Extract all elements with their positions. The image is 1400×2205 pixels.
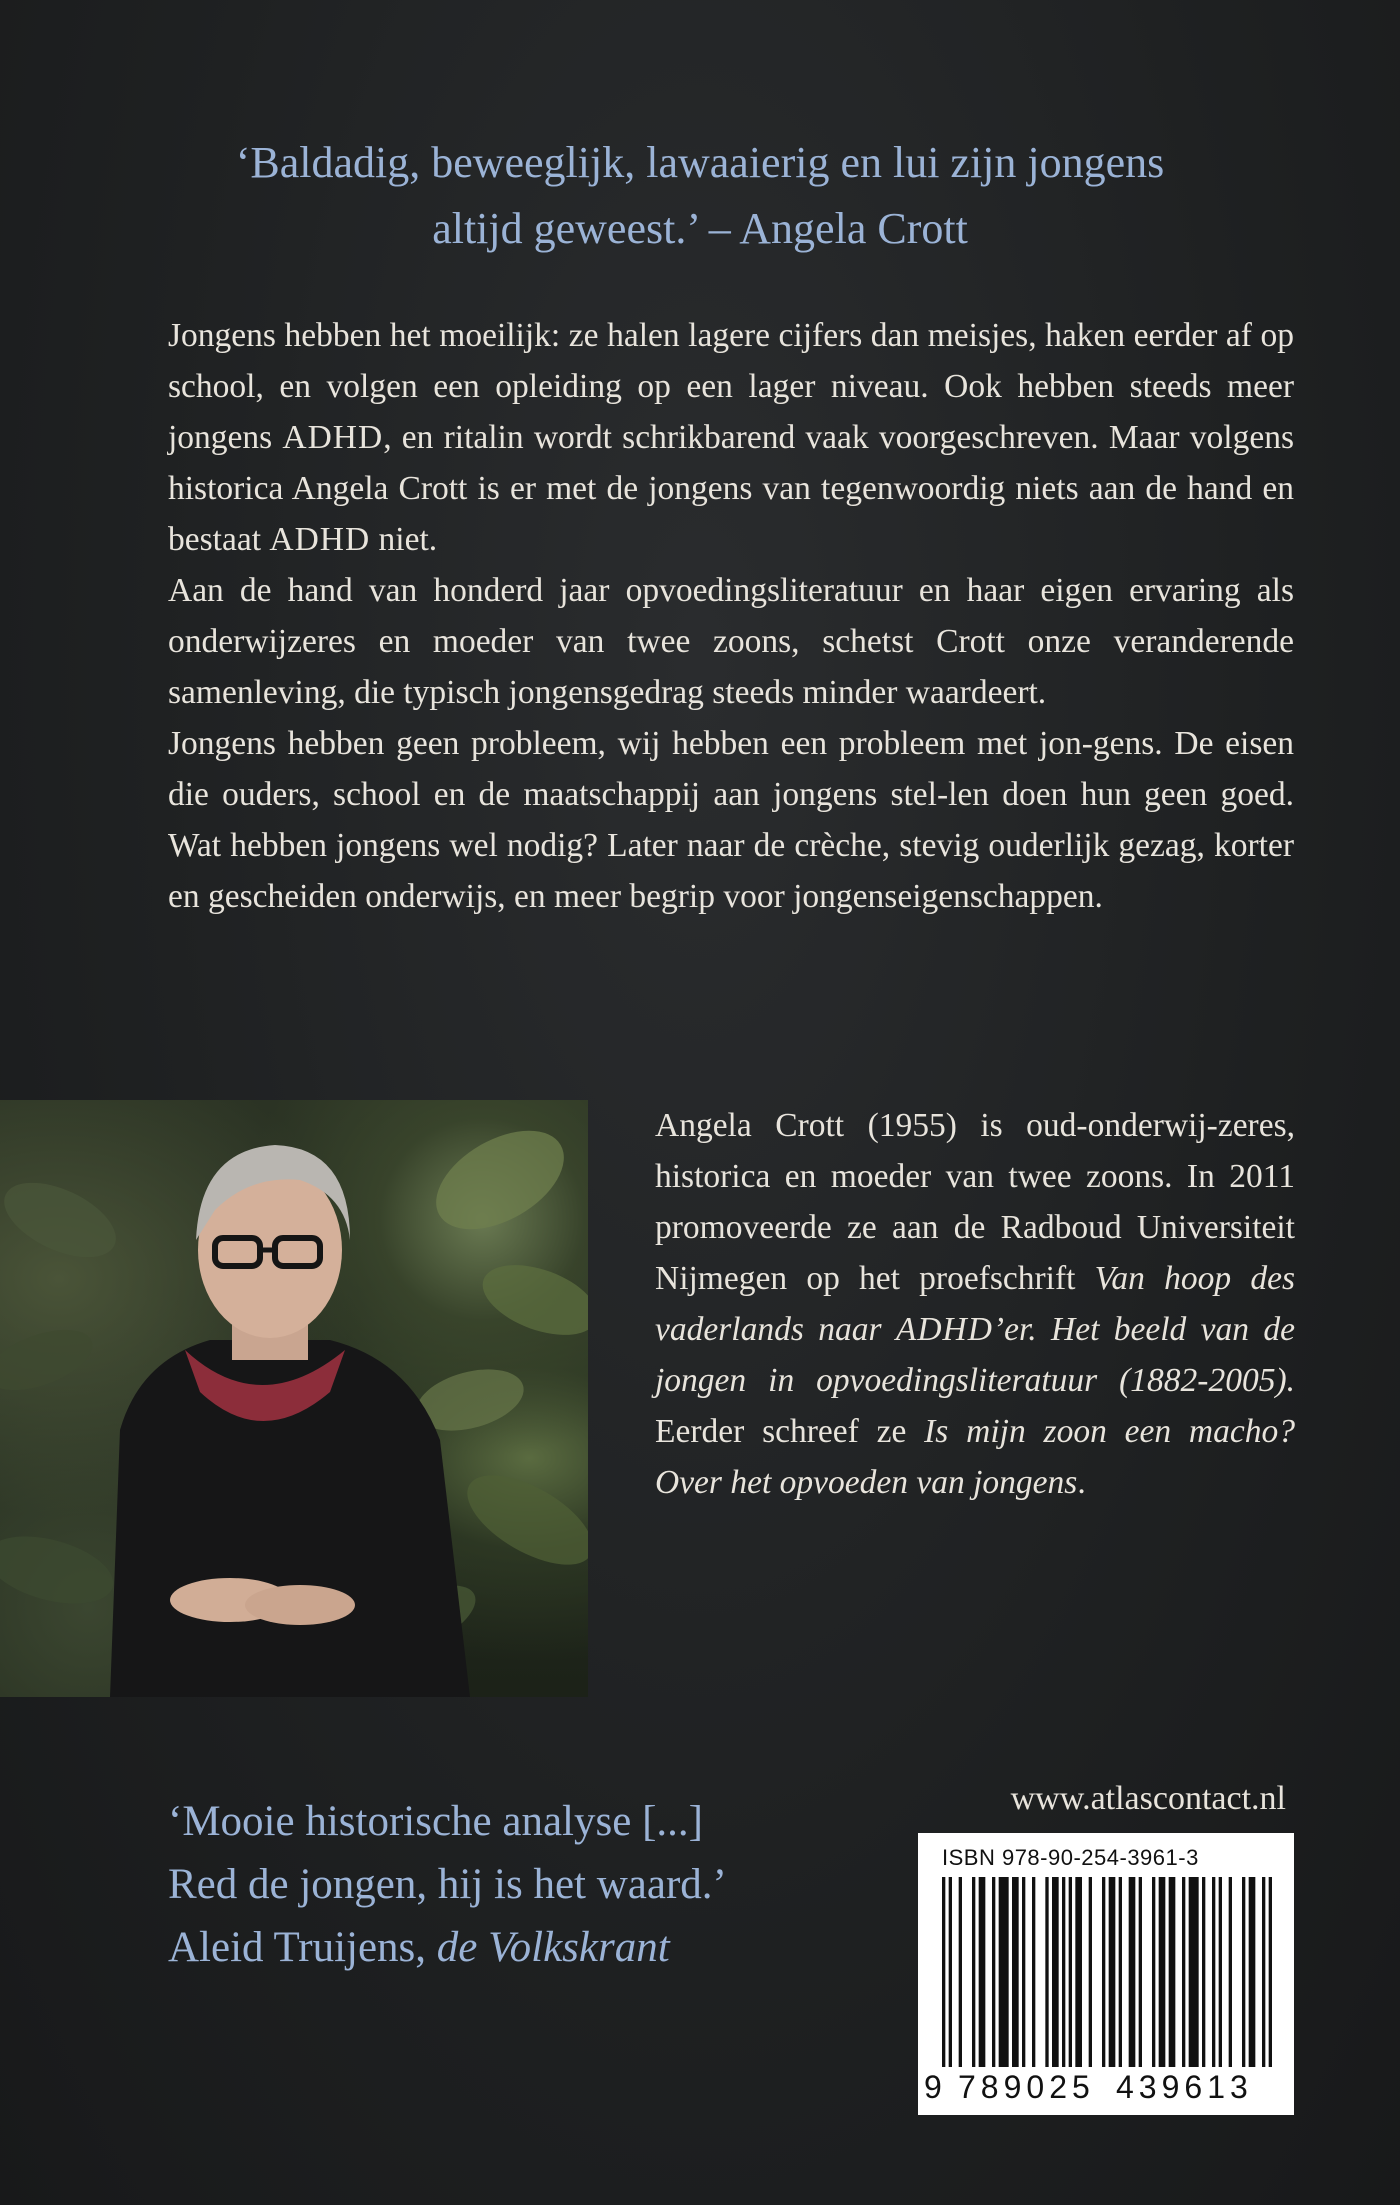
thesis-title-part-b: ’er. Het beeld van de jongen in opvoedingsliteratuur (1882-2005).: [655, 1311, 1295, 1399]
blurb-p1-part-c: niet.: [370, 521, 438, 558]
author-bio: [655, 1100, 1295, 1508]
isbn-label: ISBN 978-90-254-3961-3: [942, 1845, 1199, 1870]
blurb-text: [168, 310, 1294, 922]
barcode-bar: [942, 1877, 945, 2067]
barcode-bar: [1202, 1877, 1205, 2067]
blurb-paragraph-2: Aan de hand van honderd jaar opvoedingsliteratuur en haar eigen ervaring als onderwijzeres en moeder van twee zoons, schetst Crott onze veranderende samenleving, die typisch jongensgedrag steeds minder waardeert.: [168, 572, 1294, 711]
author-photo: [0, 1100, 588, 1697]
barcode-bar: [1229, 1877, 1232, 2067]
barcode-bar: [1069, 1877, 1072, 2067]
thesis-title-part-a: Van hoop des vaderlands naar: [655, 1260, 1295, 1348]
barcode-bars: [942, 1877, 1272, 2067]
barcode-bar: [949, 1877, 952, 2067]
barcode-bar: [1139, 1877, 1142, 2067]
barcode-bar: [1109, 1877, 1116, 2067]
blurb-p1-part-b: , en ritalin wordt schrikbarend vaak voorgeschreven. Maar volgens historica Angela Crott is er met de jongens van tegenwoordig niets aan de hand en bestaat: [168, 419, 1294, 558]
barcode-digit-first: 9: [924, 2069, 942, 2105]
review-quote-line-1: ‘Mooie historische analyse [...]: [168, 1798, 703, 1845]
review-quote-line-2: Red de jongen, hij is het waard.’: [168, 1861, 727, 1908]
isbn-barcode: [918, 1833, 1294, 2115]
barcode-bar: [979, 1877, 986, 2067]
barcode-bar: [1242, 1877, 1245, 2067]
barcode-bar: [1159, 1877, 1166, 2067]
review-quote: [168, 1790, 868, 1979]
barcode-bar: [1212, 1877, 1215, 2067]
blurb-paragraph-1: [168, 310, 1294, 565]
barcode-bar: [1012, 1877, 1019, 2067]
barcode-bar: [1262, 1877, 1265, 2067]
barcode-bar: [1032, 1877, 1035, 2067]
barcode-bar: [1052, 1877, 1059, 2067]
barcode-bar: [959, 1877, 962, 2067]
barcode-bar: [992, 1877, 995, 2067]
top-quote: [120, 130, 1280, 262]
earlier-book-title: Is mijn zoon een macho? Over het opvoeden van jongens: [655, 1413, 1295, 1501]
barcode-bar: [1075, 1877, 1082, 2067]
blurb-adhd-1: ADHD: [282, 419, 384, 456]
blurb-p1-part-a: Jongens hebben het moeilijk: ze halen lagere cijfers dan meisjes, haken eerder af op school, en volgen een opleiding op een lager niveau. Ook hebben steeds meer jongens: [168, 317, 1294, 456]
barcode-bar: [1189, 1877, 1199, 2067]
review-quote-line-3: [168, 1916, 868, 1979]
top-quote-line-1: ‘Baldadig, beweeglijk, lawaaierig en lui zijn jongens: [235, 138, 1165, 187]
barcode-bar: [1119, 1877, 1122, 2067]
barcode-bar: [1152, 1877, 1155, 2067]
barcode-bar: [1249, 1877, 1256, 2067]
barcode-bar: [1269, 1877, 1272, 2067]
barcode-bar: [1182, 1877, 1185, 2067]
reviewer-name: Aleid Truijens,: [168, 1924, 437, 1971]
blurb-adhd-2: ADHD: [269, 521, 371, 558]
barcode-bar: [999, 1877, 1009, 2067]
barcode-bar: [972, 1877, 975, 2067]
blurb-paragraph-3: Jongens hebben geen probleem, wij hebben een probleem met jon-gens. De eisen die ouders, school en de maatschappij aan jongens stel-len doen hun geen goed. Wat hebben jongens wel nodig? Later naar de crèche, stevig ouderlijk gezag, korter en gescheiden onderwijs, en meer begrip voor jongenseigenschappen.: [168, 725, 1294, 915]
barcode-bar: [1219, 1877, 1222, 2067]
publisher-website: www.atlascontact.nl: [1010, 1780, 1286, 1817]
barcode-bar: [1102, 1877, 1105, 2067]
barcode-bar: [1169, 1877, 1176, 2067]
review-source: de Volkskrant: [436, 1924, 670, 1971]
author-bio-part-b: Eerder schreef ze: [655, 1413, 925, 1450]
barcode-bar: [1089, 1877, 1092, 2067]
barcode-bar: [1022, 1877, 1025, 2067]
author-bio-part-c: .: [1077, 1464, 1086, 1501]
barcode-bar: [1062, 1877, 1065, 2067]
barcode-bar: [1045, 1877, 1048, 2067]
barcode-bar: [1129, 1877, 1136, 2067]
author-portrait-illustration: [0, 1100, 588, 1697]
author-bio-part-a: Angela Crott (1955) is oud-onderwij-zeres, historica en moeder van twee zoons. In 2011 promoveerde ze aan de Radboud Universiteit Nijmegen op het proefschrift: [655, 1107, 1295, 1297]
barcode-digits-group-1: 789025: [958, 2069, 1095, 2105]
thesis-adhd: ADHD: [895, 1311, 993, 1348]
barcode-digits-group-2: 439613: [1116, 2069, 1253, 2105]
top-quote-line-2: altijd geweest.’ – Angela Crott: [432, 204, 968, 253]
